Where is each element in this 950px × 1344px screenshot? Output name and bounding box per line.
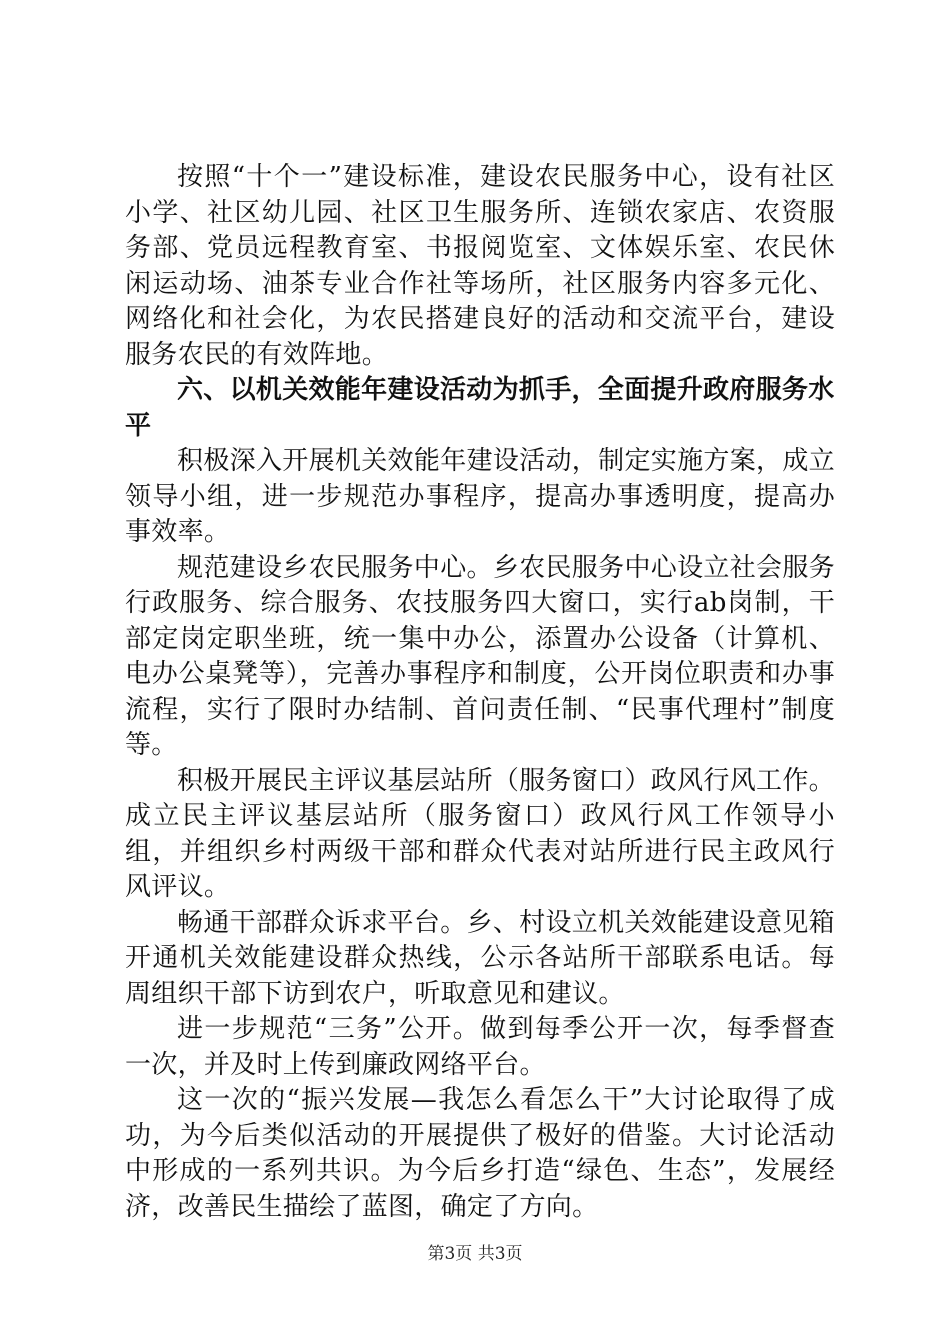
page-number-footer: 第3页 共3页	[427, 1244, 523, 1264]
section-heading-six: 六、以机关效能年建设活动为抓手，全面提升政府服务水平	[125, 375, 835, 441]
paragraph-standardize-center: 规范建设乡农民服务中心。乡农民服务中心设立社会服务行政服务、综合服务、农技服务四大窗口，实行ab岗制，干部定岗定职坐班，统一集中办公，添置办公设备（计算机、电办公桌凳等），完善办事程序和制度，公开岗位职责和办事流程，实行了限时办结制、首问责任制、“民事代理村”制度等。	[125, 552, 835, 760]
paragraph-three-affairs: 进一步规范“三务”公开。做到每季公开一次，每季督查一次，并及时上传到廉政网络平台。	[125, 1014, 835, 1080]
document-body	[125, 160, 835, 1225]
paragraph-efficiency-year: 积极深入开展机关效能年建设活动，制定实施方案，成立领导小组，进一步规范办事程序，提高办事透明度，提高办事效率。	[125, 446, 835, 547]
paragraph-democratic-review: 积极开展民主评议基层站所（服务窗口）政风行风工作。成立民主评议基层站所（服务窗口）政风行风工作领导小组，并组织乡村两级干部和群众代表对站所进行民主政风行风评议。	[125, 765, 835, 902]
paragraph-service-center: 按照“十个一”建设标准，建设农民服务中心，设有社区小学、社区幼儿园、社区卫生服务所、连锁农家店、农资服务部、党员远程教育室、书报阅览室、文体娱乐室、农民休闲运动场、油茶专业合作社等场所，社区服务内容多元化、网络化和社会化，为农民搭建良好的活动和交流平台，建设服务农民的有效阵地。	[125, 162, 835, 370]
paragraph-appeal-platform: 畅通干部群众诉求平台。乡、村设立机关效能建设意见箱开通机关效能建设群众热线，公示各站所干部联系电话。每周组织干部下访到农户，听取意见和建议。	[125, 907, 835, 1009]
paragraph-conclusion: 这一次的“振兴发展—我怎么看怎么干”大讨论取得了成功，为今后类似活动的开展提供了极好的借鉴。大讨论活动中形成的一系列共识。为今后乡打造“绿色、生态”，发展经济，改善民生描绘了蓝图，确定了方向。	[125, 1085, 835, 1222]
